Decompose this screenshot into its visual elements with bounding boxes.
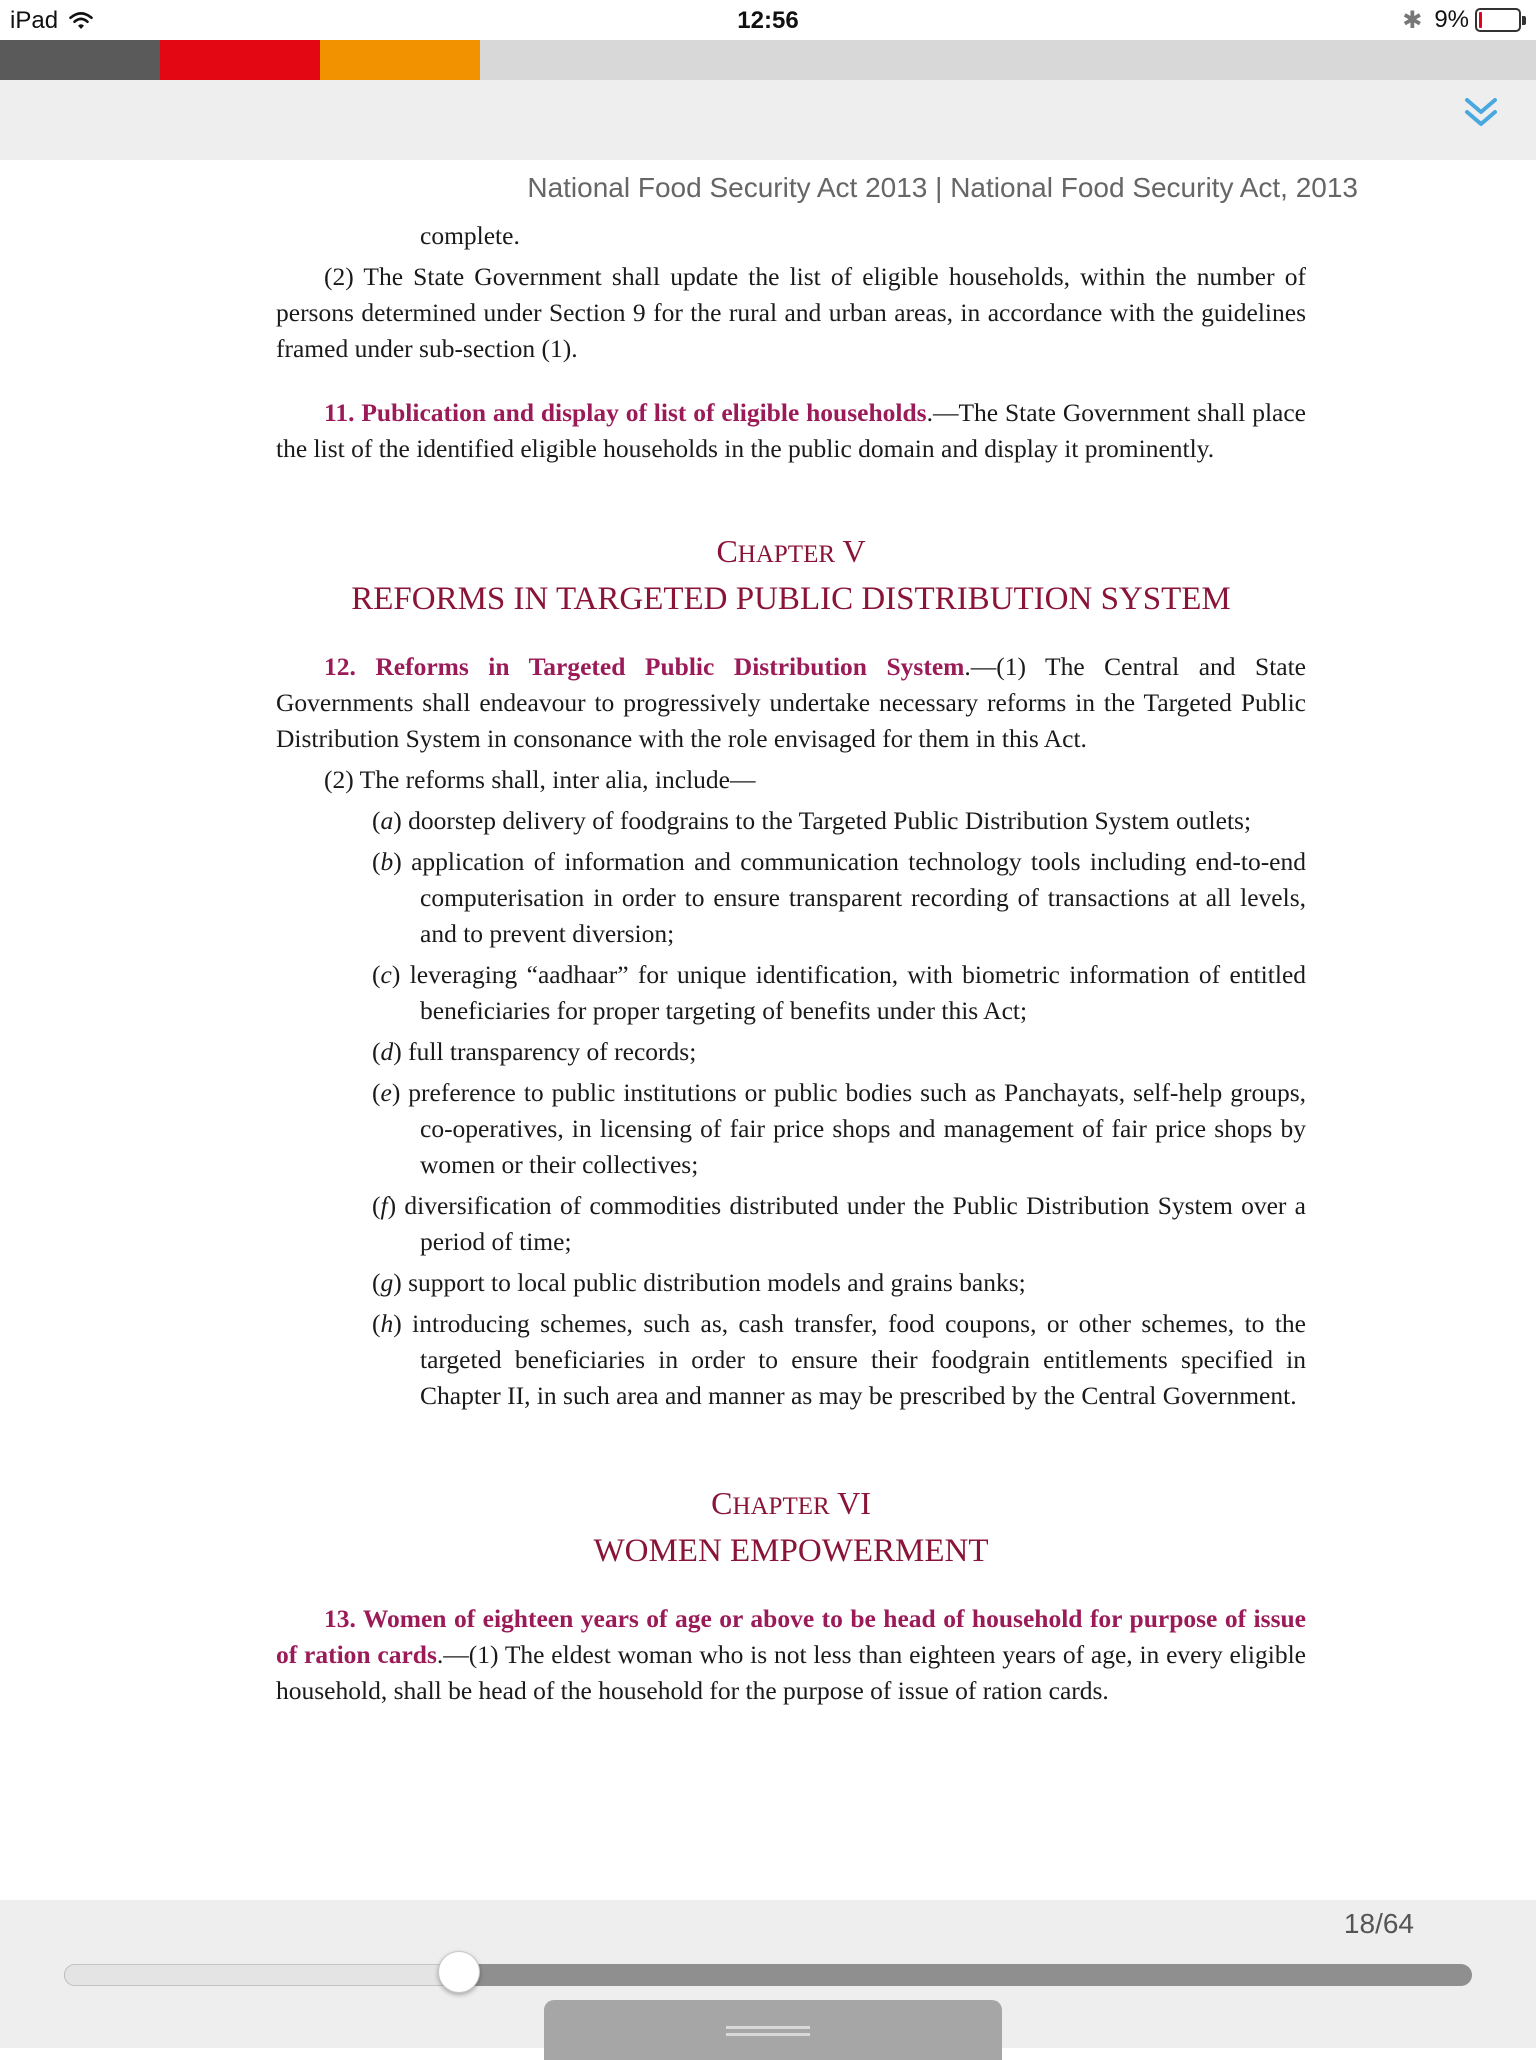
- clause-e: (e) preference to public institutions or public bodies such as Panchayats, self-help groups, co-operatives, in licensing of fair price shops and management of fair price shops by women or their collectives;: [372, 1078, 1307, 1179]
- strip-segment-orange: [320, 40, 480, 80]
- battery-icon: [1475, 8, 1521, 32]
- status-bar: [0, 0, 1536, 40]
- page-slider-fill: [64, 1964, 466, 1986]
- section-12-body: .—(1) The Central and State Governments shall endeavour to progressively undertake necessary reforms in the Targeted Public Distribution System in consonance with the role envisaged for them in this Act.: [276, 652, 1306, 753]
- battery-cap: [1522, 16, 1526, 25]
- page-indicator: 18/64: [1343, 1908, 1414, 1939]
- clause-label: b: [380, 847, 394, 876]
- color-strip: [0, 40, 1536, 80]
- clause-f: (f) diversification of commodities distributed under the Public Distribution System over a period of time;: [372, 1191, 1306, 1256]
- double-chevron-down-icon: [1456, 88, 1506, 138]
- clause-b: (b) application of information and communication technology tools including end-to-end computerisation in order to ensure transparent recording of transactions at all levels, and to prevent diversion;: [372, 847, 1307, 948]
- section-13-body: .—(1) The eldest woman who is not less than eighteen years of age, in every eligible household, shall be head of the household for the purpose of issue of ration cards.: [276, 1640, 1306, 1705]
- clause-g: (g) support to local public distribution models and grains banks;: [372, 1268, 1026, 1297]
- battery-level: [1479, 12, 1482, 28]
- strip-segment-red: [160, 40, 320, 80]
- device-label: iPad: [10, 7, 59, 34]
- clause-list: [276, 803, 1306, 1414]
- clause-label: f: [380, 1191, 388, 1220]
- clause-text: diversification of commodities distributed under the Public Distribution System over a period of time;: [404, 1191, 1306, 1256]
- page-slider-track[interactable]: [64, 1964, 1472, 1986]
- clause-text: full transparency of records;: [408, 1037, 697, 1066]
- clause-text: support to local public distribution models and grains banks;: [408, 1268, 1026, 1297]
- section-11-heading: 11. Publication and display of list of eligible households: [324, 398, 927, 427]
- status-right: [1402, 6, 1526, 34]
- clause-a: (a) doorstep delivery of foodgrains to the Targeted Public Distribution System outlets;: [372, 806, 1252, 835]
- battery-percent: 9%: [1434, 6, 1469, 33]
- collapse-button[interactable]: [1456, 88, 1506, 138]
- bluetooth-icon: ✱: [1402, 6, 1423, 34]
- clause-label: a: [380, 806, 394, 835]
- section-13: [276, 1601, 1306, 1709]
- section-12-2: (2) The reforms shall, inter alia, include—: [324, 765, 756, 794]
- page-navigation-bar: [0, 1900, 1536, 2048]
- clause-label: c: [380, 960, 392, 989]
- clause-label: e: [380, 1078, 392, 1107]
- drawer-handle[interactable]: [544, 2000, 1002, 2060]
- grip-line: [726, 2026, 810, 2029]
- chapter-5-label: CHAPTER V: [716, 533, 866, 569]
- section-12-heading: 12. Reforms in Targeted Public Distribution System: [324, 652, 965, 681]
- clause-text: application of information and communication technology tools including end-to-end computerisation in order to ensure transparent recording of transactions at all levels, and to prevent diversion;: [411, 847, 1307, 948]
- text-column: [276, 218, 1306, 1709]
- section-13-heading: 13. Women of eighteen years of age or above to be head of household for purpose of issue of ration cards: [276, 1604, 1306, 1669]
- clock: 12:56: [737, 7, 799, 34]
- strip-segment-gray: [0, 40, 160, 80]
- grip-line: [726, 2033, 810, 2036]
- clause-h: (h) introducing schemes, such as, cash transfer, food coupons, or other schemes, to the targeted beneficiaries in order to ensure their foodgrain entitlements specified in Chapter II, in such area and manner as may be prescribed by the Central Government.: [372, 1309, 1306, 1410]
- reader-toolbar: [0, 80, 1536, 160]
- chapter-6-label: CHAPTER VI: [711, 1485, 871, 1521]
- clause-text: introducing schemes, such as, cash transfer, food coupons, or other schemes, to the targeted beneficiaries in order to ensure their foodgrain entitlements specified in Chapter II, in such area and manner as may be prescribed by the Central Government.: [412, 1309, 1306, 1410]
- paragraph-continuation: complete.: [420, 221, 520, 250]
- section-12: [276, 649, 1306, 757]
- chapter-5-title: REFORMS IN TARGETED PUBLIC DISTRIBUTION SYSTEM: [351, 581, 1231, 617]
- section-11-body: .—The State Government shall place the list of the identified eligible households in the public domain and display it prominently.: [276, 398, 1306, 463]
- clause-label: h: [380, 1309, 394, 1338]
- paragraph-10-2: (2) The State Government shall update the list of eligible households, within the number of persons determined under Section 9 for the rural and urban areas, in accordance with the guidelines framed under sub-section (1).: [276, 262, 1306, 363]
- document-page[interactable]: [0, 160, 1536, 1900]
- clause-c: (c) leveraging “aadhaar” for unique identification, with biometric information of entitled beneficiaries for proper targeting of benefits under this Act;: [372, 960, 1307, 1025]
- chapter-6-title: WOMEN EMPOWERMENT: [593, 1533, 989, 1569]
- running-header: National Food Security Act 2013 | National Food Security Act, 2013: [527, 172, 1358, 203]
- clause-label: d: [380, 1037, 394, 1066]
- clause-label: g: [380, 1268, 394, 1297]
- clause-d: (d) full transparency of records;: [372, 1037, 697, 1066]
- clause-text: doorstep delivery of foodgrains to the Targeted Public Distribution System outlets;: [408, 806, 1252, 835]
- section-11: [276, 395, 1306, 467]
- clause-text: leveraging “aadhaar” for unique identification, with biometric information of entitled beneficiaries for proper targeting of benefits under this Act;: [409, 960, 1307, 1025]
- page-slider-thumb[interactable]: [438, 1951, 480, 1993]
- clause-text: preference to public institutions or public bodies such as Panchayats, self-help groups, co-operatives, in licensing of fair price shops and management of fair price shops by women or their collectives;: [408, 1078, 1307, 1179]
